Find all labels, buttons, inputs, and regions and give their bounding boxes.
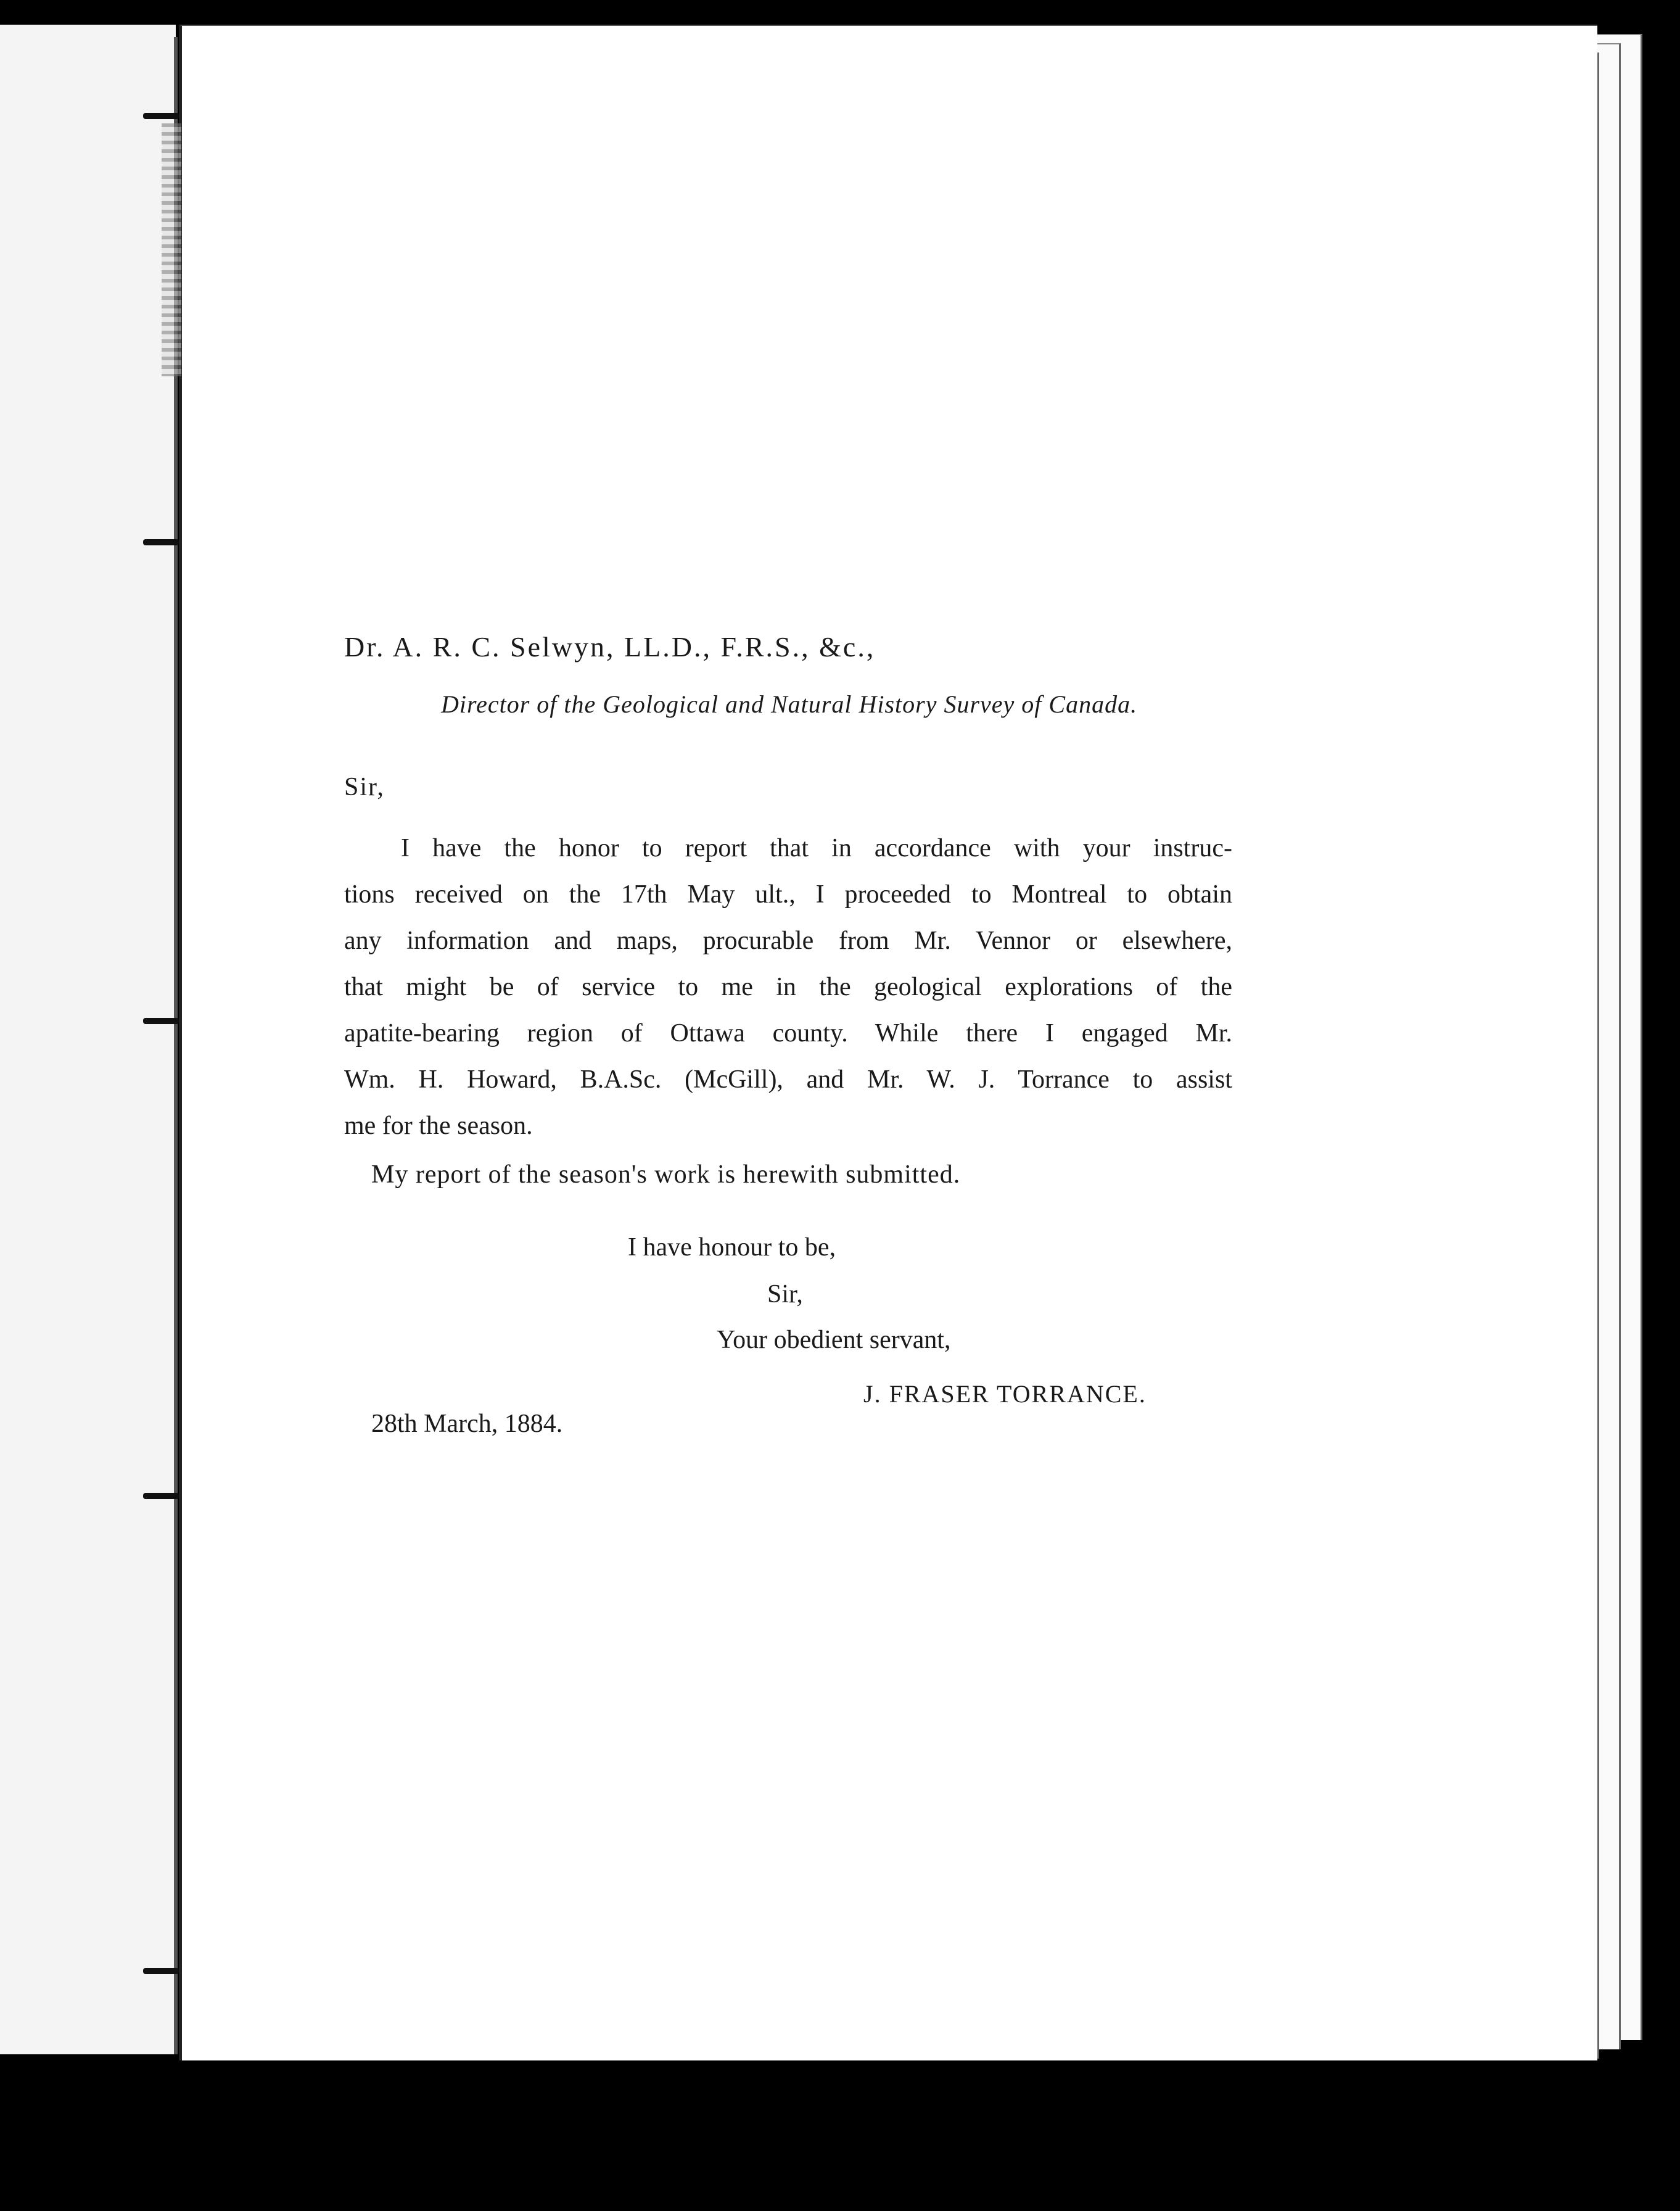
salutation: Sir,: [344, 773, 385, 801]
binding-stitch: [143, 1968, 179, 1974]
body-line: I have the honor to report that in accordance with your instruc-: [401, 834, 1232, 862]
addressee-name: Dr. A. R. C. Selwyn, LL.D., F.R.S., &c.,: [344, 631, 876, 663]
addressee-title: Director of the Geological and Natural History Survey of Canada.: [441, 690, 1138, 718]
letter-date: 28th March, 1884.: [371, 1410, 563, 1438]
closing-line: Sir,: [767, 1280, 803, 1308]
torn-margin: [162, 123, 181, 376]
body-line: Wm. H. Howard, B.A.Sc. (McGill), and Mr. W. J. Torrance to assist: [344, 1065, 1232, 1094]
closing-line: Your obedient servant,: [717, 1326, 951, 1354]
binding-stitch: [143, 539, 179, 545]
body-line: apatite-bearing region of Ottawa county. While there I engaged Mr.: [344, 1019, 1232, 1048]
letter-body: [344, 825, 1232, 1149]
body-line: any information and maps, procurable from Mr. Vennor or elsewhere,: [344, 927, 1232, 955]
binding-stitch: [143, 1493, 179, 1499]
binding-stitch: [143, 1018, 179, 1024]
binding-stitch: [143, 113, 179, 119]
facing-page-strip: [0, 25, 176, 2054]
body-line: me for the season.: [344, 1112, 533, 1140]
body-line: tions received on the 17th May ult., I proceeded to Montreal to obtain: [344, 880, 1232, 909]
signature: J. FRASER TORRANCE.: [863, 1380, 1147, 1408]
second-paragraph: My report of the season's work is herewith submitted.: [371, 1160, 961, 1189]
body-line: that might be of service to me in the geological explorations of the: [344, 973, 1232, 1001]
closing-line: I have honour to be,: [628, 1233, 836, 1262]
